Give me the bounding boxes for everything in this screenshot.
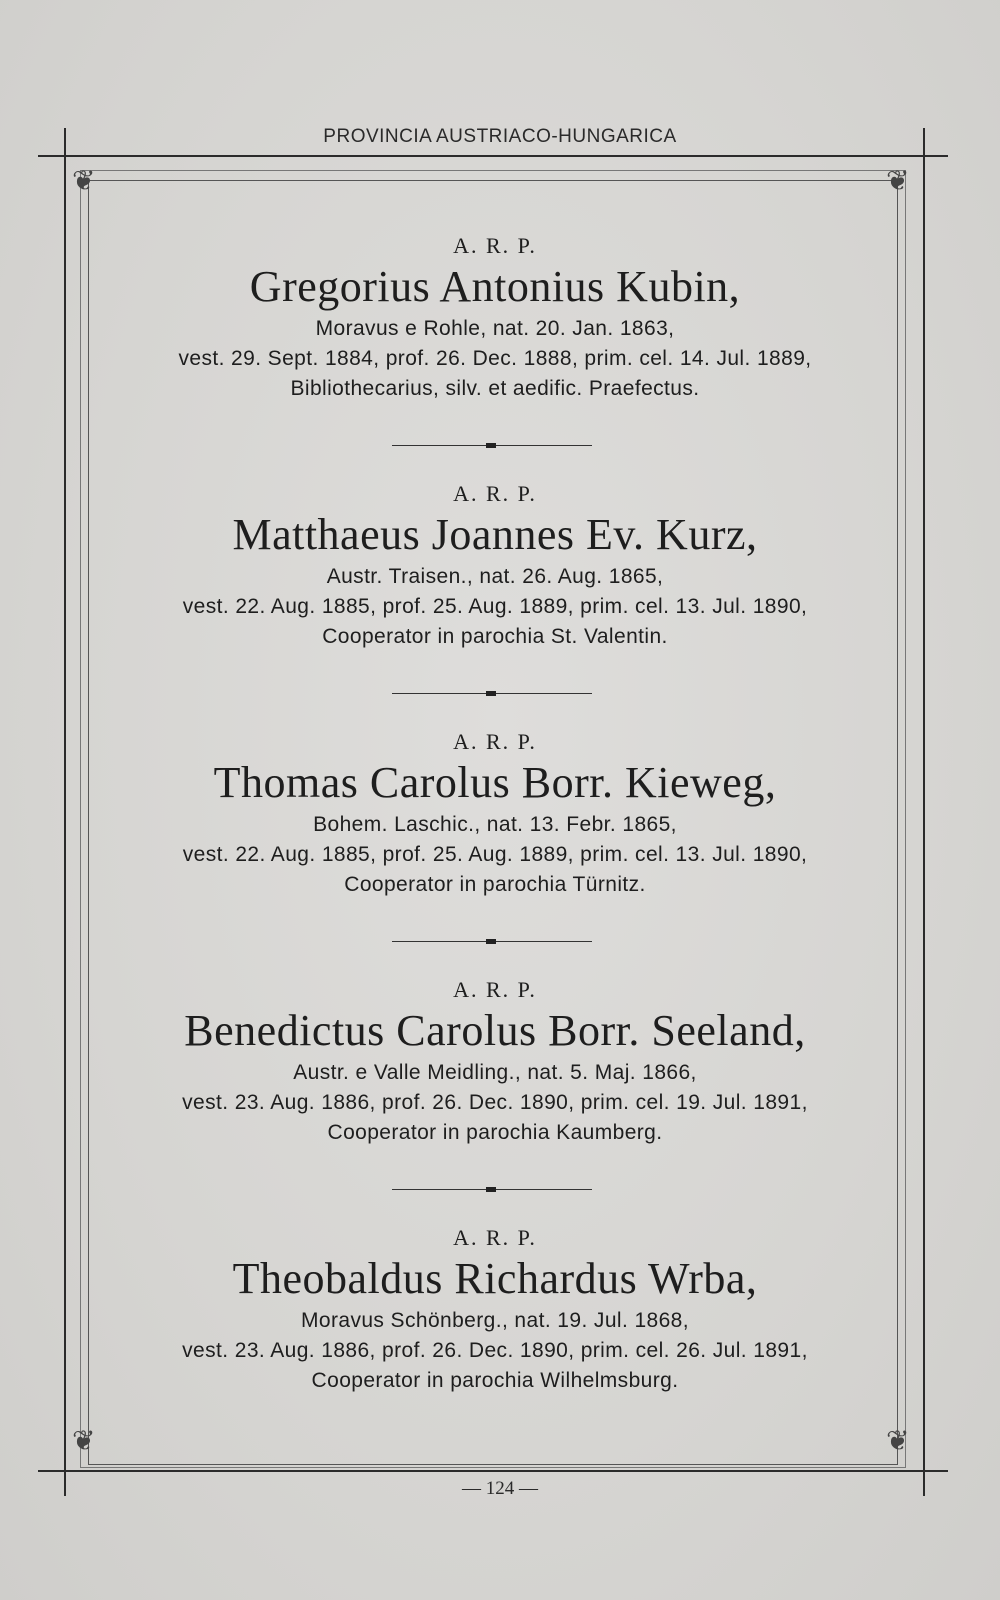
obituary-entries	[100, 232, 890, 1472]
entry-name: Benedictus Carolus Borr. Seeland,	[184, 1006, 806, 1055]
corner-ornament-icon: ❦	[886, 166, 910, 197]
entry-separator	[392, 1189, 592, 1190]
entry-office: Cooperator in parochia Türnitz.	[344, 873, 646, 896]
entry-origin: Moravus e Rohle, nat. 20. Jan. 1863,	[315, 317, 675, 340]
entry	[100, 728, 890, 976]
entry-separator	[392, 941, 592, 942]
entry-office: Cooperator in parochia Kaumberg.	[327, 1121, 663, 1144]
entry-origin: Austr. Traisen., nat. 26. Aug. 1865,	[326, 565, 664, 588]
running-title: PROVINCIA AUSTRIACO-HUNGARICA	[323, 126, 677, 147]
entry-title: A. R. P.	[453, 977, 537, 1002]
entry-office: Bibliothecarius, silv. et aedific. Praefectus.	[290, 377, 700, 400]
corner-ornament-icon: ❦	[72, 166, 96, 197]
entry-separator	[392, 445, 592, 446]
entry-dates: vest. 22. Aug. 1885, prof. 25. Aug. 1889, prim. cel. 13. Jul. 1890,	[182, 595, 808, 618]
entry-dates: vest. 23. Aug. 1886, prof. 26. Dec. 1890, prim. cel. 26. Jul. 1891,	[182, 1339, 808, 1362]
corner-ornament-icon: ❦	[886, 1426, 910, 1457]
entry-title: A. R. P.	[453, 233, 537, 258]
entry-name: Gregorius Antonius Kubin,	[249, 262, 741, 311]
entry	[100, 976, 890, 1224]
corner-ornament-icon: ❦	[72, 1426, 96, 1457]
entry-office: Cooperator in parochia St. Valentin.	[322, 625, 668, 648]
entry-name: Thomas Carolus Borr. Kieweg,	[213, 758, 777, 807]
entry-title: A. R. P.	[453, 481, 537, 506]
header-rule	[38, 155, 948, 157]
entry-name: Theobaldus Richardus Wrba,	[232, 1254, 758, 1303]
entry-origin: Moravus Schönberg., nat. 19. Jul. 1868,	[301, 1309, 689, 1332]
entry-dates: vest. 22. Aug. 1885, prof. 25. Aug. 1889, prim. cel. 13. Jul. 1890,	[182, 843, 808, 866]
entry-dates: vest. 23. Aug. 1886, prof. 26. Dec. 1890, prim. cel. 19. Jul. 1891,	[182, 1091, 808, 1114]
left-margin-rule	[64, 128, 66, 1496]
entry-origin: Austr. e Valle Meidling., nat. 5. Maj. 1866,	[293, 1061, 697, 1084]
entry-separator	[392, 693, 592, 694]
entry	[100, 480, 890, 728]
entry-title: A. R. P.	[453, 1225, 537, 1250]
page-number: — 124 —	[462, 1478, 538, 1499]
entry-origin: Bohem. Laschic., nat. 13. Febr. 1865,	[313, 813, 677, 836]
entry-dates: vest. 29. Sept. 1884, prof. 26. Dec. 1888, prim. cel. 14. Jul. 1889,	[178, 347, 812, 370]
entry	[100, 1224, 890, 1472]
right-margin-rule	[923, 128, 925, 1496]
entry	[100, 232, 890, 480]
entry-office: Cooperator in parochia Wilhelmsburg.	[311, 1369, 679, 1392]
entry-title: A. R. P.	[453, 729, 537, 754]
entry-name: Matthaeus Joannes Ev. Kurz,	[232, 510, 758, 559]
